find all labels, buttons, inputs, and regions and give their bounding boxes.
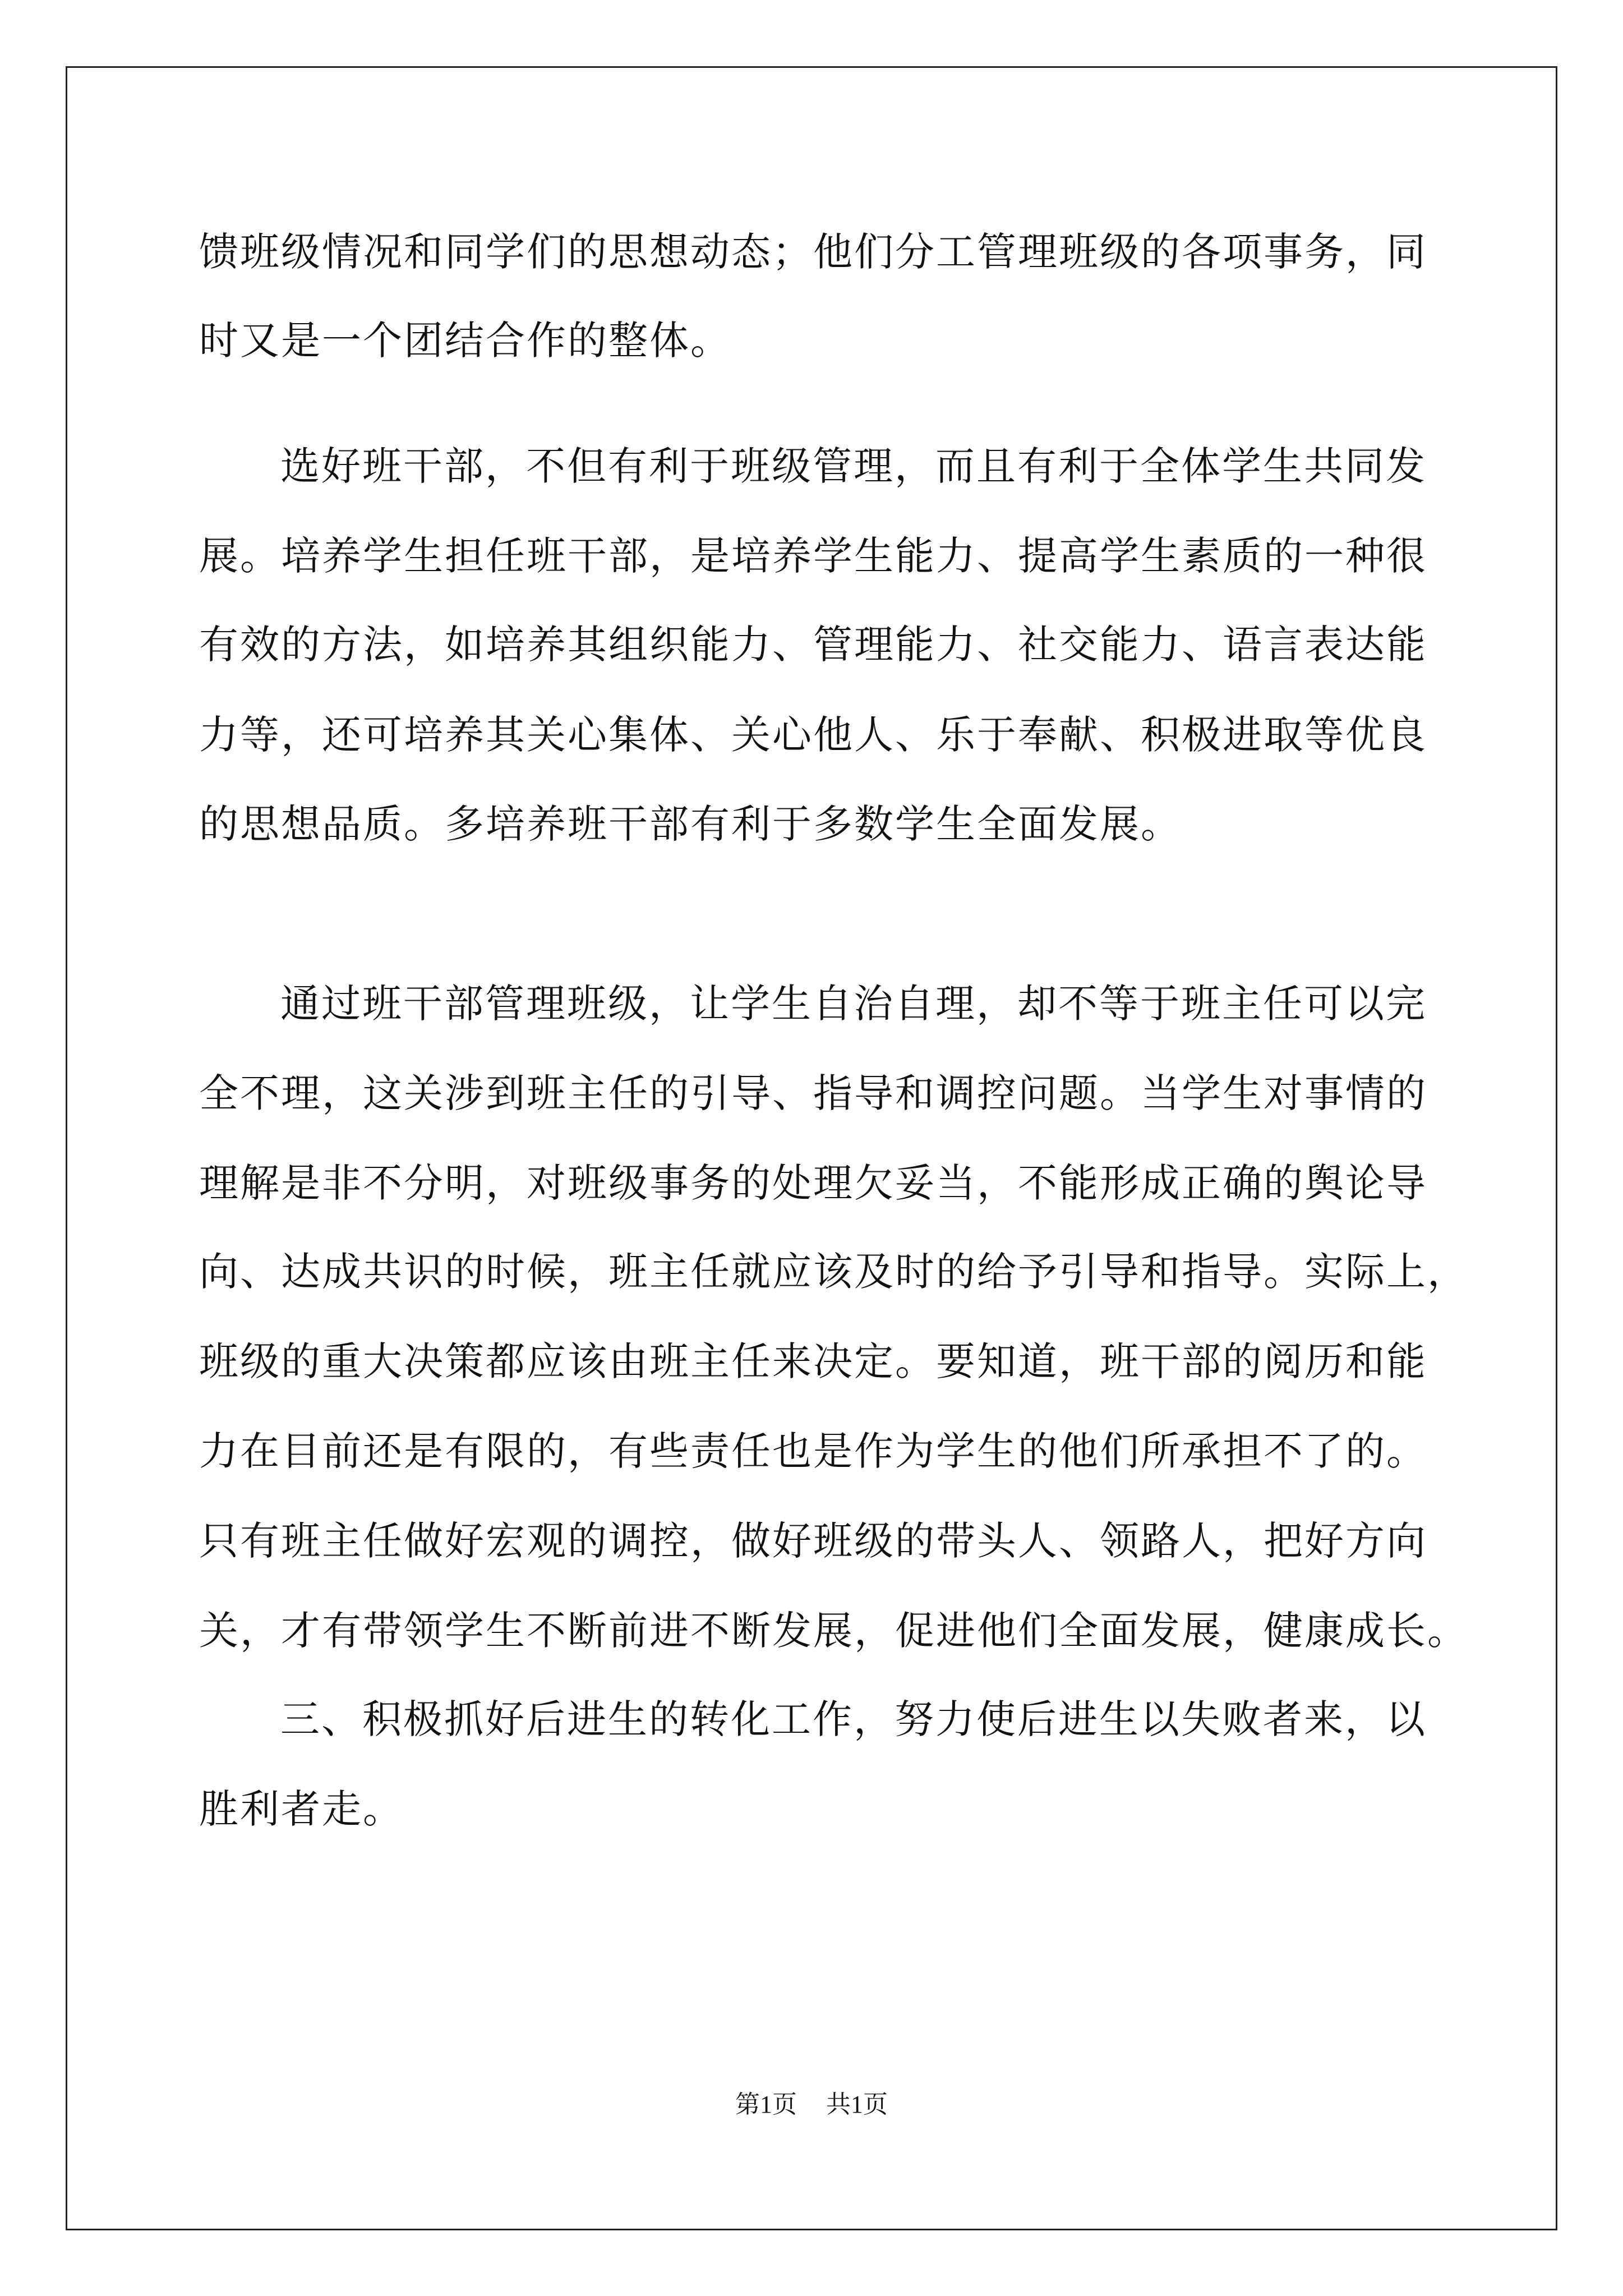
text-line: 全不理，这关涉到班主任的引导、指导和调控问题。当学生对事情的: [199, 1070, 1427, 1116]
text-line: 馈班级情况和同学们的思想动态；他们分工管理班级的各项事务，同: [199, 229, 1427, 275]
page-total: 共1页: [826, 2091, 888, 2118]
text-line: 时又是一个团结合作的整体。: [199, 318, 731, 364]
text-line: 理解是非不分明，对班级事务的处理欠妥当，不能形成正确的舆论导: [199, 1160, 1427, 1206]
text-line: 力在目前还是有限的，有些责任也是作为学生的他们所承担不了的。: [199, 1428, 1427, 1474]
text-line: 有效的方法，如培养其组织能力、管理能力、社交能力、语言表达能: [199, 622, 1427, 668]
text-line: 通过班干部管理班级，让学生自治自理，却不等于班主任可以完: [280, 981, 1427, 1027]
text-line: 三、积极抓好后进生的转化工作，努力使后进生以失败者来，以: [280, 1696, 1427, 1742]
page-number: 第1页: [735, 2091, 797, 2118]
text-line: 向、达成共识的时候，班主任就应该及时的给予引导和指导。实际上，: [199, 1249, 1468, 1295]
text-line: 展。培养学生担任班干部，是培养学生能力、提高学生素质的一种很: [199, 533, 1427, 579]
text-line: 选好班干部，不但有利于班级管理，而且有利于全体学生共同发: [280, 443, 1427, 489]
text-line: 的思想品质。多培养班干部有利于多数学生全面发展。: [199, 801, 1182, 847]
text-line: 班级的重大决策都应该由班主任来决定。要知道，班干部的阅历和能: [199, 1338, 1427, 1384]
text-line: 胜利者走。: [199, 1786, 404, 1832]
page-frame: [66, 66, 1557, 2230]
page-footer: [0, 2088, 1623, 2122]
text-line: 关，才有带领学生不断前进不断发展，促进他们全面发展，健康成长。: [199, 1608, 1468, 1654]
text-line: 力等，还可培养其关心集体、关心他人、乐于奉献、积极进取等优良: [199, 712, 1427, 758]
text-line: 只有班主任做好宏观的调控，做好班级的带头人、领路人，把好方向: [199, 1518, 1427, 1564]
